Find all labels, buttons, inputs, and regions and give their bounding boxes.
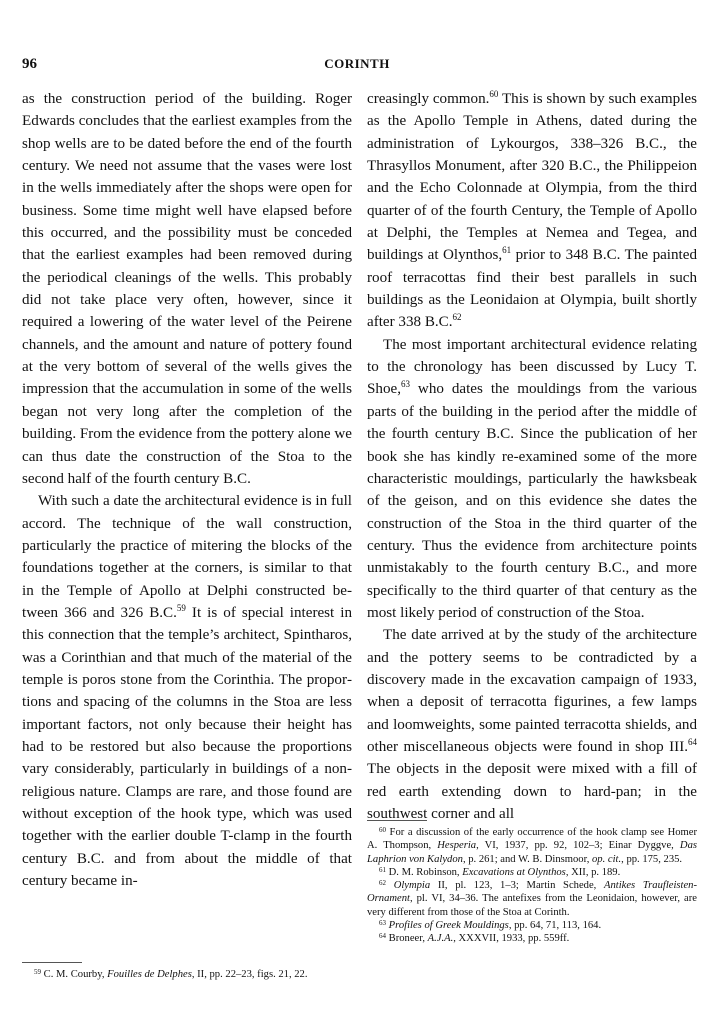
- left-paragraph-1: as the construction period of the building. Roger Edwards concludes that the earliest examples from the shop wells are to be dated before the end of the fourth century. We need not assume that the vases were lost in the wells immediately after the shops were open for business. Some time might well have elapsed before this occurred, and the possibility must be conceded that the earliest examples had been removed during the periodical cleanings of the wells. This probably did not take place very often, however, since it required a lowering of the water level of the Peirene channels, and the amount and nature of pottery found at the very bottom of several of the wells gives the impression that the accumulation in some of the wells began not very long after the completion of the building. From the evidence from the pottery alone we can thus date the construction of the Stoa to the second half of the fourth century B.C.: [22, 91, 352, 487]
- footnote-ref-64[interactable]: 64: [688, 736, 697, 747]
- footnote-ref-60[interactable]: 60: [489, 89, 499, 99]
- right-column: [367, 88, 697, 825]
- footnote-ref-62[interactable]: 62: [452, 312, 462, 323]
- footnote-64: $^{64}$ Broneer, A.J.A., XXXVII, 1933, pp. 559ff.: [379, 932, 570, 945]
- right-paragraph-2: The most important architectural evidence relating to the chronology has been discussed by Lucy T. Shoe,$^{63}$ who dates the mouldings from the various parts of the building in the period after the middle of the fourth century B.C. Since the publication of her book she has kindly re-examined some of the more characteristic mouldings, particularly the hawksbeak of the geison, and on this evidence she dates the construction of the Stoa in the third quarter of the century. Thus the evidence from architecture points unmistakably to the fourth century B.C., and more specifically to the third quarter of that century as the most likely period of construction of the Stoa.: [367, 336, 697, 621]
- footnote-ref-61[interactable]: 61: [502, 245, 512, 256]
- footnote-60: $^{60}$ For a discussion of the early occurrence of the hook clamp see Homer A. Thompson, Hesperia, VI, 1937, pp. 92, 102–3; Einar Dyggve, Das Laphrion von Kalydon, p. 261; and W. B. Dinsmoor, op. cit., pp. 175, 235.: [367, 826, 697, 865]
- footnote-59: $^{59}$ C. M. Courby, Fouilles de Delphes, II, pp. 22–23, figs. 21, 22.: [34, 968, 308, 980]
- footnote-ref-59[interactable]: 59: [176, 602, 186, 613]
- running-title: CORINTH: [324, 56, 390, 71]
- footnote-divider-left: [22, 962, 82, 963]
- footnote-ref-63[interactable]: 63: [400, 379, 410, 390]
- footnote-62: $^{62}$ Olympia II, pl. 123, 1–3; Martin Schede, Antikes Traufleisten-Ornament, pl. VI, 34–36. The antefixes from the Leonidaion, however, are very different from those of the Stoa at Corinth.: [367, 879, 697, 918]
- footnotes-right: [367, 826, 697, 946]
- footnotes-left: [22, 968, 352, 981]
- left-column: [22, 88, 352, 892]
- footnote-63: $^{63}$ Profiles of Greek Mouldings, pp. 64, 71, 113, 164.: [379, 919, 602, 932]
- page-header: [22, 56, 692, 78]
- page-number: 96: [22, 56, 37, 72]
- footnote-divider-right: [367, 820, 427, 821]
- footnote-61: $^{61}$ D. M. Robinson, Excavations at Olynthos, XII, p. 189.: [379, 865, 621, 878]
- left-paragraph-2: With such a date the architectural evidence is in full accord. The technique of the wall construction, particularly the practice of mitering the blocks of the foundations together at the corners, is similar to that in the Temple of Apollo at Delphi constructed between 366 and 326 B.C.$^{59}$ It is of special interest in this connection that the temple’s architect, Spintharos, was a Corinthian and that much of the material of the temple is poros stone from the Corinthia. The proportions and spacing of the columns in the Stoa are less important factors, not only because their height has had to be restored but also because the proportions vary considerably, particularly in buildings of a non-religious nature. Clamps are rare, and those found are without exception of the hook type, which was used together with the earlier double T-clamp in the fourth century B.C. and from about the middle of that century became in-: [22, 493, 352, 890]
- right-paragraph-3: The date arrived at by the study of the architecture and the pottery seems to be contradicted by a discovery made in the excavation campaign of 1933, when a deposit of terracotta figurines, a few lamps and loomweights, some painted terracotta shields, and other miscellaneous objects were found in shop III.$^{64}$ The objects in the deposit were mixed with a fill of red earth extending down to hard-pan; in the southwest corner and all: [367, 627, 697, 822]
- right-paragraph-1: creasingly common.$^{60}$ This is shown by such examples as the Apollo Temple in Athens, dated during the administration of Lykourgos, 338–326 B.C., the Thrasyllos Monument, after 320 B.C., the Philippeion and the Echo Colonnade at Olympia, from the third quarter of of the fourth Century, the Temple of Apollo at Delphi, the Temples at Nemea and Tegea, and buildings at Olynthos,$^{61}$ prior to 348 B.C. The painted roof terracottas find their best parallels in such buildings as the Leonidaion at Olympia, built shortly after 338 B.C.$^{62}$: [367, 89, 697, 331]
